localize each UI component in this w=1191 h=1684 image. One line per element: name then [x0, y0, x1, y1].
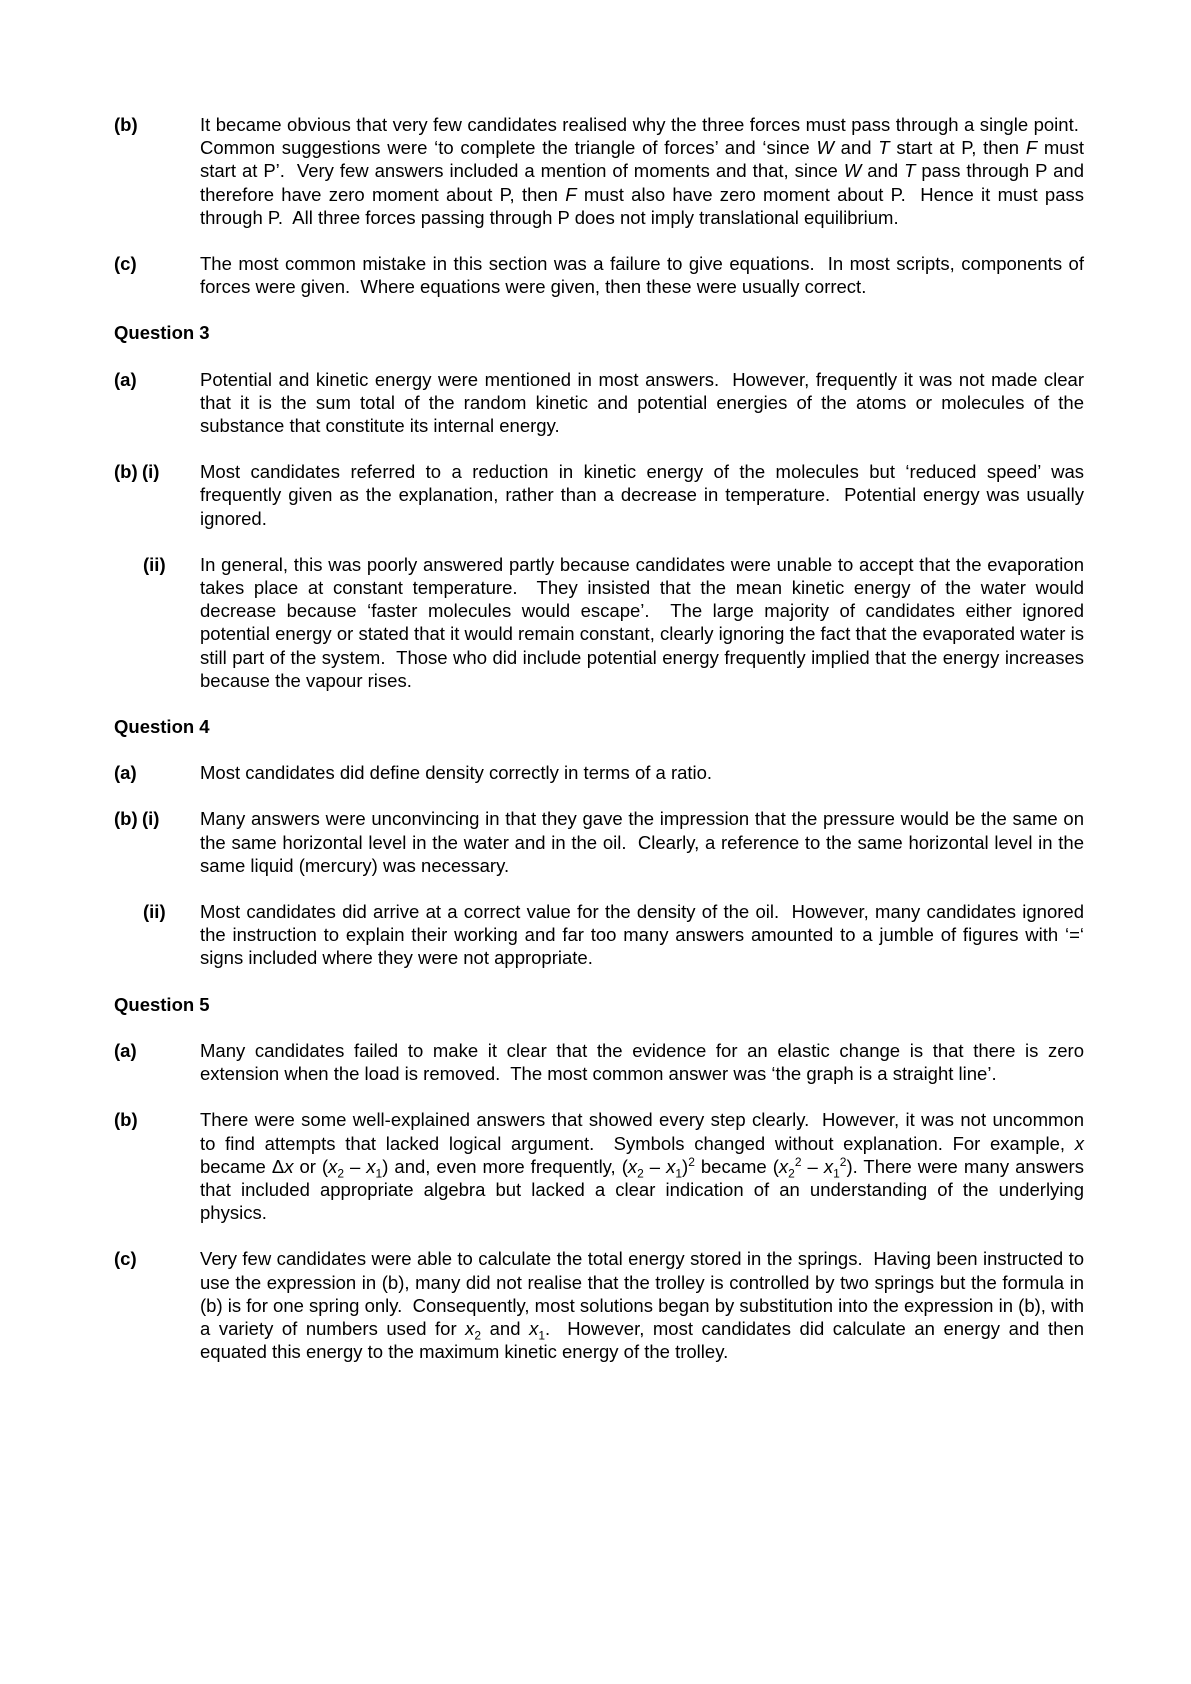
- item-label: [114, 252, 200, 275]
- item-text: Potential and kinetic energy were mentioned in most answers. However, frequently it was not made clear that it is the sum total of the random kinetic and potential energies of the atoms or molecules of the substance that constitute its internal energy.: [200, 368, 1084, 437]
- item-text: Most candidates referred to a reduction in kinetic energy of the molecules but ‘reduced speed’ was frequently given as the explanation, rather than a decrease in temperature. Potential energy was usually ignored.: [200, 461, 1084, 529]
- subpart-label: (i): [142, 461, 160, 483]
- item-label: [114, 1108, 200, 1131]
- report-item: [114, 368, 1084, 438]
- item-text: Most candidates did define density correctly in terms of a ratio.: [200, 762, 713, 784]
- subpart-label: (ii): [143, 901, 166, 923]
- subpart-label: (ii): [143, 553, 166, 575]
- part-label: (b): [114, 808, 138, 830]
- item-label: [114, 113, 200, 136]
- item-text: Many candidates failed to make it clear that the evidence for an elastic change is that there is zero extension when the load is removed. The most common answer was ‘the graph is a straight line’.: [200, 1039, 1084, 1085]
- item-label: [114, 1247, 200, 1270]
- part-label: (a): [114, 368, 137, 390]
- item-label: [114, 807, 200, 830]
- part-label: (b): [114, 461, 138, 483]
- subpart-label: (i): [142, 808, 160, 830]
- report-item: [114, 900, 1084, 970]
- item-text: The most common mistake in this section was a failure to give equations. In most scripts, components of forces were given. Where equations were given, then these were usually correct.: [200, 253, 1084, 298]
- report-item: [114, 807, 1084, 877]
- item-text: In general, this was poorly answered partly because candidates were unable to accept that the evaporation takes place at constant temperature. They insisted that the mean kinetic energy of the water would decrease because ‘faster molecules would escape’. The large majority of candidates either ignored potential energy or stated that it would remain constant, clearly ignoring the fact that the evaporated water is still part of the system. Those who did include potential energy frequently implied that the energy increases because the vapour rises.: [200, 553, 1084, 691]
- question-heading: Question 5: [114, 993, 210, 1015]
- item-text: There were some well-explained answers that showed every step clearly. However, it was not uncommon to find attempts that lacked logical argument. Symbols changed without explanation. For example, x became Δx or $(x_2 - x_1)$ and, even more frequently, $(x_2 - x_1)^2$ became $(x_2^2 - x_1^2)$. There were many answers that included appropriate algebra but lacked a clear indication of an understanding of the underlying physics.: [200, 1109, 1084, 1224]
- item-label: [114, 761, 200, 784]
- item-label: [114, 1039, 200, 1062]
- part-label: (b): [114, 114, 138, 135]
- report-item: [114, 553, 1084, 692]
- question-heading: Question 3: [114, 322, 210, 344]
- item-text: Many answers were unconvincing in that they gave the impression that the pressure would be the same on the same horizontal level in the water and in the oil. Clearly, a reference to the same horizontal level in the same liquid (mercury) was necessary.: [200, 808, 1084, 876]
- item-text: Most candidates did arrive at a correct value for the density of the oil. However, many candidates ignored the instruction to explain their working and far too many answers amounted to a jumble of figures with ‘=‘ signs included where they were not appropriate.: [200, 901, 1084, 969]
- report-item: [114, 1108, 1084, 1224]
- part-label: (a): [114, 762, 137, 784]
- report-item: [114, 113, 1084, 229]
- item-label: [114, 460, 200, 483]
- report-item: [114, 252, 1084, 298]
- item-text: It became obvious that very few candidates realised why the three forces must pass through a single point. Common suggestions were ‘to complete the triangle of forces’ and ‘since W and T start at P, then F must start at P’. Very few answers included a mention of moments and that, since W and T pass through P and therefore have zero moment about P, then F must also have zero moment about P. Hence it must pass through P. All three forces passing through P does not imply translational equilibrium.: [200, 114, 1085, 228]
- part-label: (a): [114, 1039, 137, 1061]
- report-item: [114, 460, 1084, 530]
- question-heading: Question 4: [114, 716, 210, 738]
- item-text: Very few candidates were able to calculate the total energy stored in the springs. Having been instructed to use the expression in (b), many did not realise that the trolley is controlled by two springs but the formula in (b) is for one spring only. Consequently, most solutions began by substitution into the expression in (b), with a variety of numbers used for $x_2$ and $x_1$. However, most candidates did calculate an energy and then equated this energy to the maximum kinetic energy of the trolley.: [200, 1248, 1084, 1363]
- item-label: [114, 368, 200, 391]
- part-label: (c): [114, 1248, 137, 1270]
- report-content: [114, 113, 1084, 1386]
- part-label: (c): [114, 253, 137, 275]
- part-label: (b): [114, 1109, 138, 1131]
- report-item: [114, 1247, 1084, 1363]
- report-item: [114, 1039, 1084, 1085]
- report-item: [114, 761, 1084, 784]
